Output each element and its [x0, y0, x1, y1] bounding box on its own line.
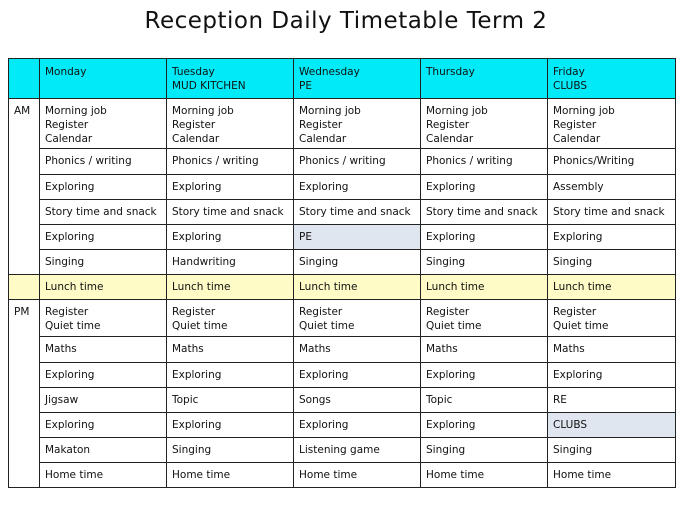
header-corner [9, 59, 40, 99]
day-header [548, 59, 676, 99]
timetable-cell [421, 99, 548, 149]
cell-text: Exploring [45, 419, 95, 431]
cell-text: Morning job [426, 105, 488, 117]
timetable-row [9, 463, 676, 488]
cell-text: CLUBS [553, 419, 588, 431]
cell-text: Phonics / writing [45, 155, 132, 167]
session-label: AM [9, 99, 40, 275]
cell-text: Makaton [45, 444, 91, 456]
cell-text: Home time [45, 469, 104, 481]
timetable-cell [548, 413, 676, 438]
day-header [40, 59, 167, 99]
lunch-cell: Lunch time [548, 275, 676, 300]
cell-text: Story time and snack [299, 206, 411, 218]
timetable-row [9, 337, 676, 363]
lunch-cell: Lunch time [294, 275, 421, 300]
cell-text: Exploring [426, 369, 476, 381]
cell-text: Phonics / writing [172, 155, 259, 167]
timetable-cell [40, 175, 167, 200]
day-name: Monday [45, 66, 87, 78]
timetable-row [9, 363, 676, 388]
timetable-cell [421, 363, 548, 388]
cell-text: Singing [45, 256, 85, 268]
timetable-row [9, 300, 676, 337]
day-header [294, 59, 421, 99]
lunch-cell: Lunch time [40, 275, 167, 300]
cell-text: Quiet time [172, 320, 228, 332]
cell-text: Singing [553, 256, 593, 268]
day-note: PE [299, 80, 312, 92]
timetable-cell [548, 99, 676, 149]
timetable-cell [167, 225, 294, 250]
timetable-cell [294, 337, 421, 363]
timetable-cell [421, 463, 548, 488]
timetable-row [9, 438, 676, 463]
timetable-cell [167, 149, 294, 175]
timetable-row [9, 250, 676, 275]
timetable-cell [40, 99, 167, 149]
cell-text: Calendar [553, 133, 601, 145]
timetable-cell [548, 438, 676, 463]
cell-text: Calendar [299, 133, 347, 145]
day-name: Thursday [426, 66, 475, 78]
cell-text: Register [45, 119, 89, 131]
timetable-cell [167, 300, 294, 337]
timetable-cell [421, 175, 548, 200]
cell-text: Exploring [172, 419, 222, 431]
cell-text: Register [45, 306, 89, 318]
cell-text: Maths [426, 343, 458, 355]
cell-text: Calendar [45, 133, 93, 145]
cell-text: Exploring [299, 419, 349, 431]
timetable-cell [548, 250, 676, 275]
timetable-cell [548, 363, 676, 388]
timetable-cell [40, 200, 167, 225]
timetable-cell [548, 337, 676, 363]
cell-text: Register [426, 119, 470, 131]
day-header [421, 59, 548, 99]
cell-text: Morning job [299, 105, 361, 117]
cell-text: Quiet time [45, 320, 101, 332]
timetable-cell [548, 200, 676, 225]
cell-text: Morning job [553, 105, 615, 117]
cell-text: Maths [299, 343, 331, 355]
cell-text: Exploring [426, 419, 476, 431]
timetable-cell [167, 438, 294, 463]
cell-text: Exploring [299, 181, 349, 193]
cell-text: Quiet time [426, 320, 482, 332]
timetable-cell [294, 99, 421, 149]
cell-text: Exploring [553, 231, 603, 243]
cell-text: Story time and snack [426, 206, 538, 218]
timetable-row [9, 200, 676, 225]
timetable-row [9, 175, 676, 200]
timetable-cell [548, 175, 676, 200]
cell-text: Morning job [172, 105, 234, 117]
timetable-row [9, 99, 676, 149]
cell-text: RE [553, 394, 567, 406]
timetable-cell [294, 388, 421, 413]
timetable-cell [40, 337, 167, 363]
cell-text: Topic [426, 394, 453, 406]
cell-text: Quiet time [299, 320, 355, 332]
timetable-cell [40, 413, 167, 438]
timetable-cell [294, 463, 421, 488]
timetable [8, 58, 676, 488]
timetable-cell [421, 250, 548, 275]
timetable-cell [548, 149, 676, 175]
cell-text: Register [426, 306, 470, 318]
timetable-cell [167, 250, 294, 275]
timetable-cell [40, 149, 167, 175]
cell-text: Exploring [45, 369, 95, 381]
cell-text: Register [172, 119, 216, 131]
timetable-cell [294, 250, 421, 275]
lunch-cell: Lunch time [421, 275, 548, 300]
timetable-cell [294, 149, 421, 175]
timetable-row [9, 225, 676, 250]
timetable-cell [294, 200, 421, 225]
timetable-cell [548, 225, 676, 250]
timetable-cell [294, 175, 421, 200]
cell-text: Calendar [172, 133, 220, 145]
cell-text: Home time [299, 469, 358, 481]
cell-text: Exploring [45, 181, 95, 193]
day-name: Tuesday [172, 66, 215, 78]
cell-text: Singing [299, 256, 339, 268]
cell-text: Exploring [553, 369, 603, 381]
lunch-cell: Lunch time [167, 275, 294, 300]
cell-text: Morning job [45, 105, 107, 117]
timetable-cell [167, 463, 294, 488]
cell-text: Jigsaw [45, 394, 79, 406]
timetable-row [9, 149, 676, 175]
cell-text: Register [553, 306, 597, 318]
cell-text: Quiet time [553, 320, 609, 332]
cell-text: Calendar [426, 133, 474, 145]
timetable-cell [167, 99, 294, 149]
timetable-cell [40, 388, 167, 413]
session-label: PM [9, 300, 40, 488]
cell-text: Exploring [426, 181, 476, 193]
timetable-cell [167, 337, 294, 363]
timetable-cell [40, 463, 167, 488]
cell-text: Register [299, 119, 343, 131]
timetable-cell [421, 388, 548, 413]
cell-text: Phonics / writing [299, 155, 386, 167]
timetable-cell [167, 413, 294, 438]
day-header [167, 59, 294, 99]
cell-text: Maths [172, 343, 204, 355]
cell-text: Home time [426, 469, 485, 481]
timetable-cell [421, 438, 548, 463]
timetable-cell [421, 225, 548, 250]
cell-text: Story time and snack [172, 206, 284, 218]
cell-text: Maths [553, 343, 585, 355]
timetable-cell [294, 363, 421, 388]
cell-text: Singing [553, 444, 593, 456]
cell-text: Singing [426, 256, 466, 268]
cell-text: Exploring [426, 231, 476, 243]
lunch-row [9, 275, 676, 300]
cell-text: Maths [45, 343, 77, 355]
cell-text: Exploring [299, 369, 349, 381]
cell-text: Exploring [172, 181, 222, 193]
cell-text: PE [299, 231, 312, 243]
cell-text: Home time [172, 469, 231, 481]
day-note: CLUBS [553, 80, 588, 92]
timetable-row [9, 413, 676, 438]
timetable-cell [167, 388, 294, 413]
timetable-cell [421, 413, 548, 438]
cell-text: Listening game [299, 444, 380, 456]
timetable-cell [167, 200, 294, 225]
timetable-cell [40, 225, 167, 250]
timetable-cell [167, 175, 294, 200]
timetable-cell [294, 438, 421, 463]
timetable-cell [421, 149, 548, 175]
page-title: Reception Daily Timetable Term 2 [144, 8, 548, 34]
timetable-cell [421, 337, 548, 363]
cell-text: Singing [426, 444, 466, 456]
cell-text: Story time and snack [553, 206, 665, 218]
day-note: MUD KITCHEN [172, 80, 246, 92]
timetable-cell [548, 388, 676, 413]
lunch-corner [9, 275, 40, 300]
timetable-cell [40, 250, 167, 275]
cell-text: Singing [172, 444, 212, 456]
timetable-cell [294, 300, 421, 337]
cell-text: Phonics / writing [426, 155, 513, 167]
cell-text: Register [553, 119, 597, 131]
timetable-cell [40, 363, 167, 388]
cell-text: Assembly [553, 181, 604, 193]
cell-text: Register [172, 306, 216, 318]
cell-text: Phonics/Writing [553, 155, 635, 167]
timetable-cell [421, 200, 548, 225]
timetable-cell [421, 300, 548, 337]
timetable-cell [167, 363, 294, 388]
cell-text: Songs [299, 394, 331, 406]
cell-text: Exploring [45, 231, 95, 243]
timetable-cell [40, 438, 167, 463]
cell-text: Handwriting [172, 256, 236, 268]
cell-text: Home time [553, 469, 612, 481]
day-name: Wednesday [299, 66, 360, 78]
timetable-cell [294, 225, 421, 250]
timetable-cell [40, 300, 167, 337]
timetable-cell [548, 300, 676, 337]
day-name: Friday [553, 66, 585, 78]
cell-text: Topic [172, 394, 199, 406]
cell-text: Exploring [172, 369, 222, 381]
header-row [9, 59, 676, 99]
timetable-cell [548, 463, 676, 488]
timetable-cell [294, 413, 421, 438]
cell-text: Register [299, 306, 343, 318]
timetable-row [9, 388, 676, 413]
cell-text: Story time and snack [45, 206, 157, 218]
cell-text: Exploring [172, 231, 222, 243]
